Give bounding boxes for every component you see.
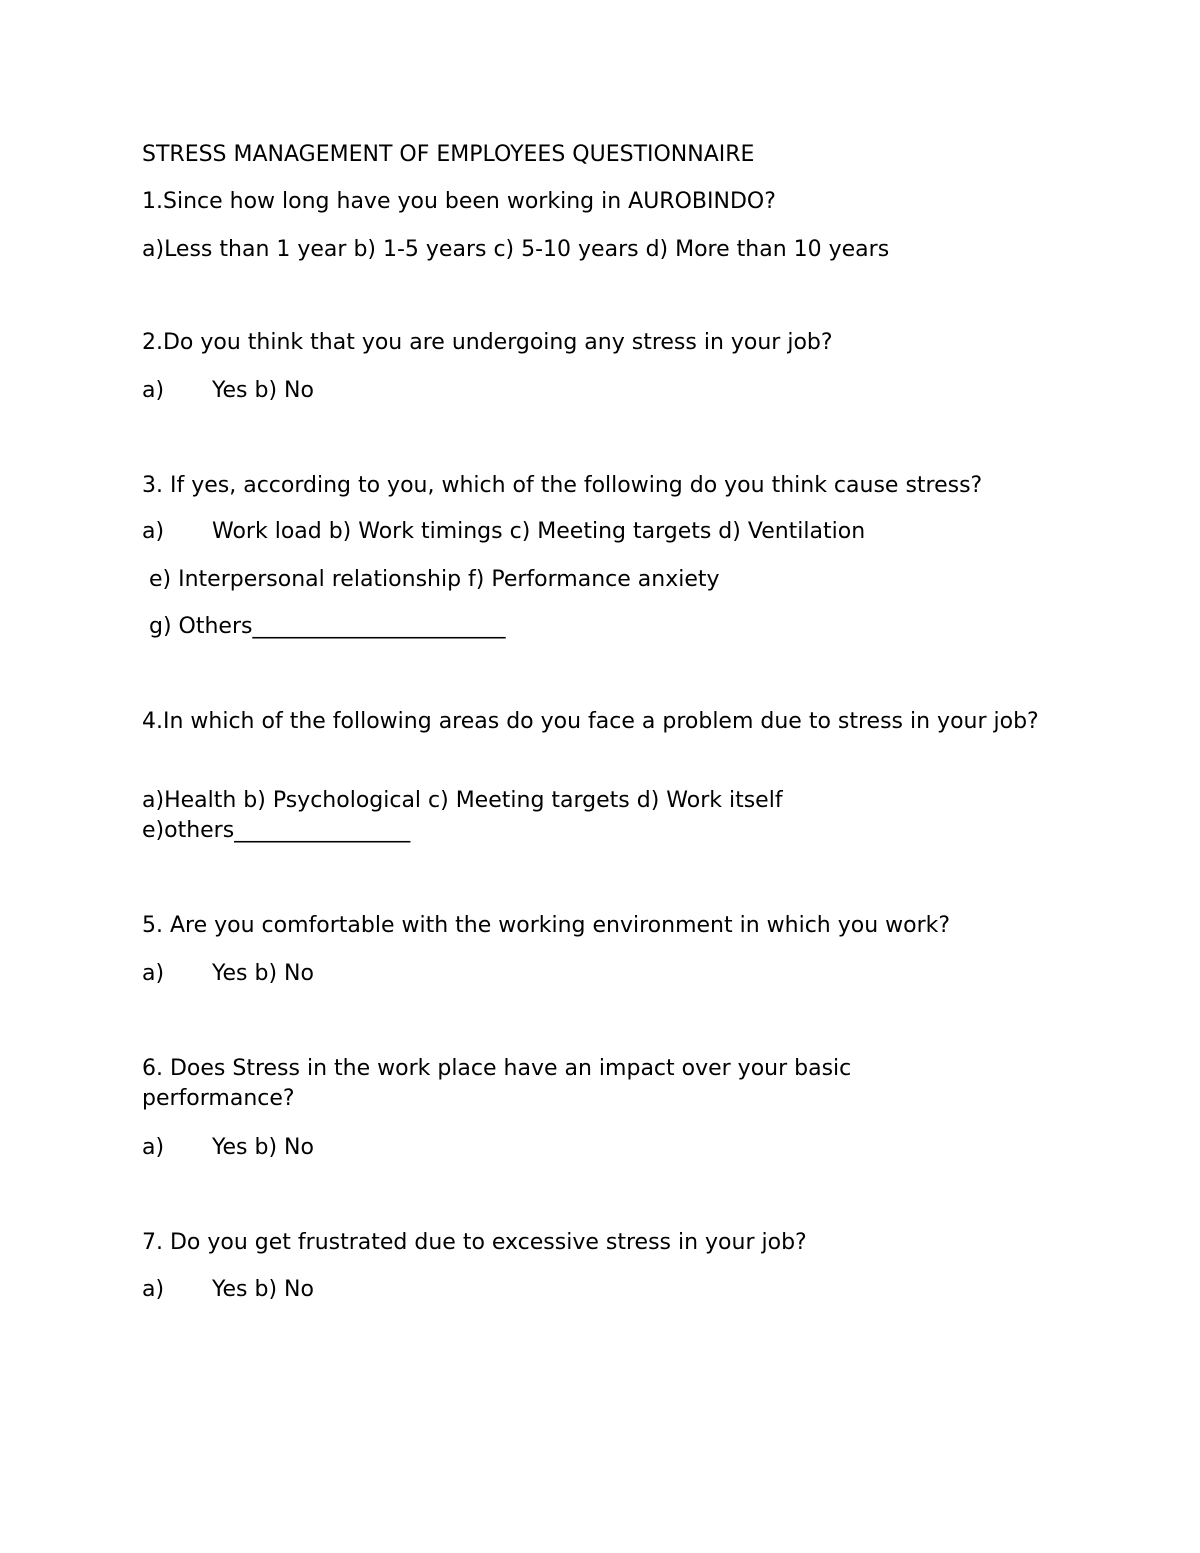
question-2-options: Yes b) No: [212, 378, 314, 403]
question-3: 3. If yes, according to you, which of the following do you think cause stress?: [142, 473, 983, 498]
question-3-option-prefix: a): [142, 519, 165, 544]
question-7-options: Yes b) No: [212, 1277, 314, 1302]
page-title: STRESS MANAGEMENT OF EMPLOYEES QUESTIONNAIRE: [142, 142, 755, 167]
question-2-option-prefix: a): [142, 378, 165, 403]
question-3-options-line2: e) Interpersonal relationship f) Performance anxiety: [142, 567, 720, 592]
question-3-options-line1: Work load b) Work timings c) Meeting targets d) Ventilation: [212, 519, 866, 544]
question-5: 5. Are you comfortable with the working environment in which you work?: [142, 913, 951, 938]
question-4-options: a)Health b) Psychological c) Meeting targets d) Work itself e)others________________: [142, 788, 783, 843]
question-4: 4.In which of the following areas do you face a problem due to stress in your job?: [142, 709, 1039, 734]
question-3-options-line3: g) Others_______________________: [142, 614, 506, 639]
question-5-options: Yes b) No: [212, 961, 314, 986]
question-5-option-prefix: a): [142, 961, 165, 986]
question-7-option-prefix: a): [142, 1277, 165, 1302]
question-7: 7. Do you get frustrated due to excessive stress in your job?: [142, 1230, 807, 1255]
question-2: 2.Do you think that you are undergoing any stress in your job?: [142, 330, 833, 355]
question-6: 6. Does Stress in the work place have an impact over your basic performance?: [142, 1056, 852, 1111]
question-6-options: Yes b) No: [212, 1135, 314, 1160]
question-1: 1.Since how long have you been working in AUROBINDO?: [142, 189, 776, 214]
question-1-options: a)Less than 1 year b) 1-5 years c) 5-10 years d) More than 10 years: [142, 237, 890, 262]
question-6-option-prefix: a): [142, 1135, 165, 1160]
